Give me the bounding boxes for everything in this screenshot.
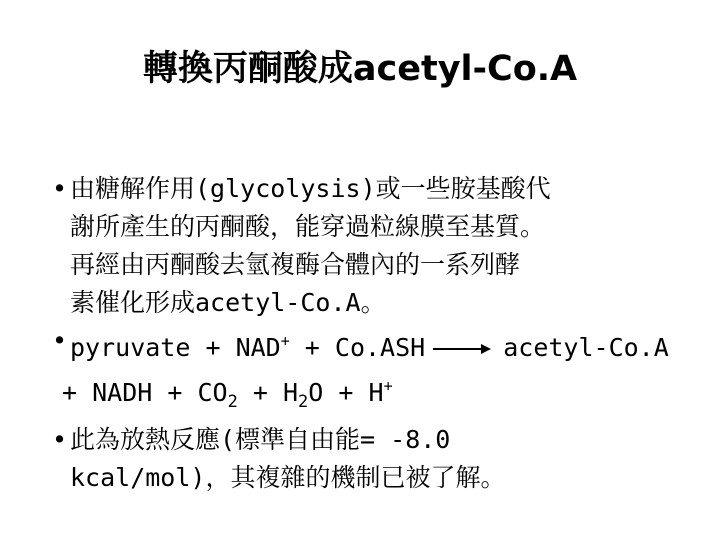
slide-title	[0, 42, 720, 96]
reactant-pyruvate: pyruvate + NAD	[70, 333, 281, 362]
reactant-coash: + Co.ASH	[289, 333, 426, 362]
slide-title-latin: acetyl-Co.A	[352, 49, 578, 89]
bullet-line: 素催化形成acetyl-Co.A。	[70, 288, 386, 317]
co2-subscript: 2	[227, 392, 238, 412]
product-nadh-co2: + NADH + CO	[62, 378, 228, 407]
bullet-item-source	[50, 170, 700, 322]
nad-charge: +	[280, 332, 290, 350]
bullet-line: kcal/mol)，其複雜的機制已被了解。	[70, 463, 506, 492]
bullet-item-energy	[50, 421, 700, 497]
bullet-marker: •	[52, 425, 68, 454]
right-arrow-icon	[431, 342, 493, 356]
bullet-marker: •	[52, 326, 68, 355]
bullet-list	[50, 170, 700, 497]
bullet-line: 再經由丙酮酸去氫複酶合體內的一系列酵	[70, 250, 521, 279]
proton-charge: +	[383, 377, 393, 395]
product-water-o: O + H	[308, 378, 384, 407]
slide-title-cjk: 轉換丙酮酸成	[142, 49, 353, 89]
equation-line-2	[62, 367, 700, 421]
bullet-line: 此為放熱反應(標準自由能= -8.0	[70, 425, 451, 454]
product-acetyl-coa: acetyl-Co.A	[503, 333, 669, 362]
bullet-line: 謝所產生的丙酮酸，能穿過粒線膜至基質。	[70, 212, 546, 241]
equation-line-1	[70, 322, 700, 367]
water-subscript: 2	[298, 392, 309, 412]
bullet-line: 由糖解作用(glycolysis)或一些胺基酸代	[70, 174, 551, 203]
bullet-marker: •	[52, 174, 68, 203]
bullet-item-equation	[50, 322, 700, 421]
product-water-h: + H	[237, 378, 299, 407]
